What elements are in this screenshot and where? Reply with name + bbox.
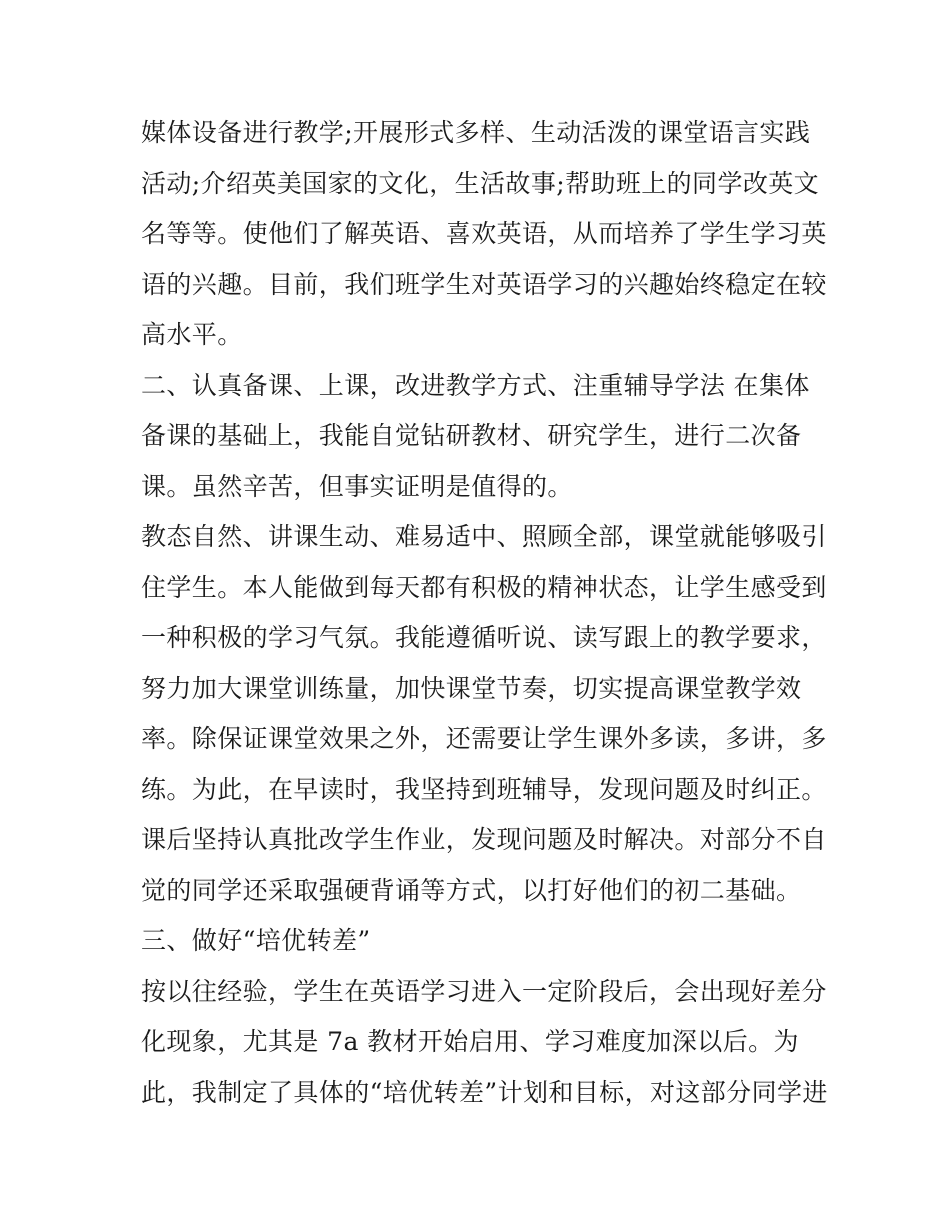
text-line: 课后坚持认真批改学生作业，发现问题及时解决。对部分不自 <box>141 825 827 854</box>
text-line: 媒体设备进行教学;开展形式多样、生动活泼的课堂语言实践 <box>141 118 811 147</box>
text-line: 名等等。使他们了解英语、喜欢英语，从而培养了学生学习英 <box>141 219 827 248</box>
section-heading-line: 三、做好“培优转差” <box>141 926 371 955</box>
text-line: 教态自然、讲课生动、难易适中、照顾全部，课堂就能够吸引 <box>141 522 827 551</box>
document-body <box>141 108 828 1118</box>
text-line: 努力加大课堂训练量，加快课堂节奏，切实提高课堂教学效 <box>141 673 802 703</box>
text-line: 率。除保证课堂效果之外，还需要让学生课外多读，多讲，多 <box>141 724 827 753</box>
text-line: 此，我制定了具体的“培优转差”计划和目标，对这部分同学进 <box>141 1077 828 1107</box>
text-line: 课。虽然辛苦，但事实证明是值得的。 <box>141 471 573 501</box>
text-line: 住学生。本人能做到每天都有积极的精神状态，让学生感受到 <box>141 572 827 602</box>
text-line: 一种积极的学习气氛。我能遵循听说、读写跟上的教学要求， <box>141 623 827 652</box>
text-line: 练。为此，在早读时，我坚持到班辅导，发现问题及时纠正。 <box>141 774 827 804</box>
text-line: 高水平。 <box>141 320 243 349</box>
text-line: 备课的基础上，我能自觉钻研教材、研究学生，进行二次备 <box>141 421 802 450</box>
section-heading-line: 二、认真备课、上课，改进教学方式、注重辅导学法 在集体 <box>141 370 810 400</box>
text-line: 按以往经验，学生在英语学习进入一定阶段后，会出现好差分 <box>141 976 827 1006</box>
text-line: 化现象，尤其是 7a 教材开始启用、学习难度加深以后。为 <box>141 1027 799 1056</box>
text-line: 语的兴趣。目前，我们班学生对英语学习的兴趣始终稳定在较 <box>141 269 827 299</box>
text-line: 觉的同学还采取强硬背诵等方式，以打好他们的初二基础。 <box>141 875 802 905</box>
text-line: 活动;介绍英美国家的文化，生活故事;帮助班上的同学改英文 <box>141 168 820 198</box>
